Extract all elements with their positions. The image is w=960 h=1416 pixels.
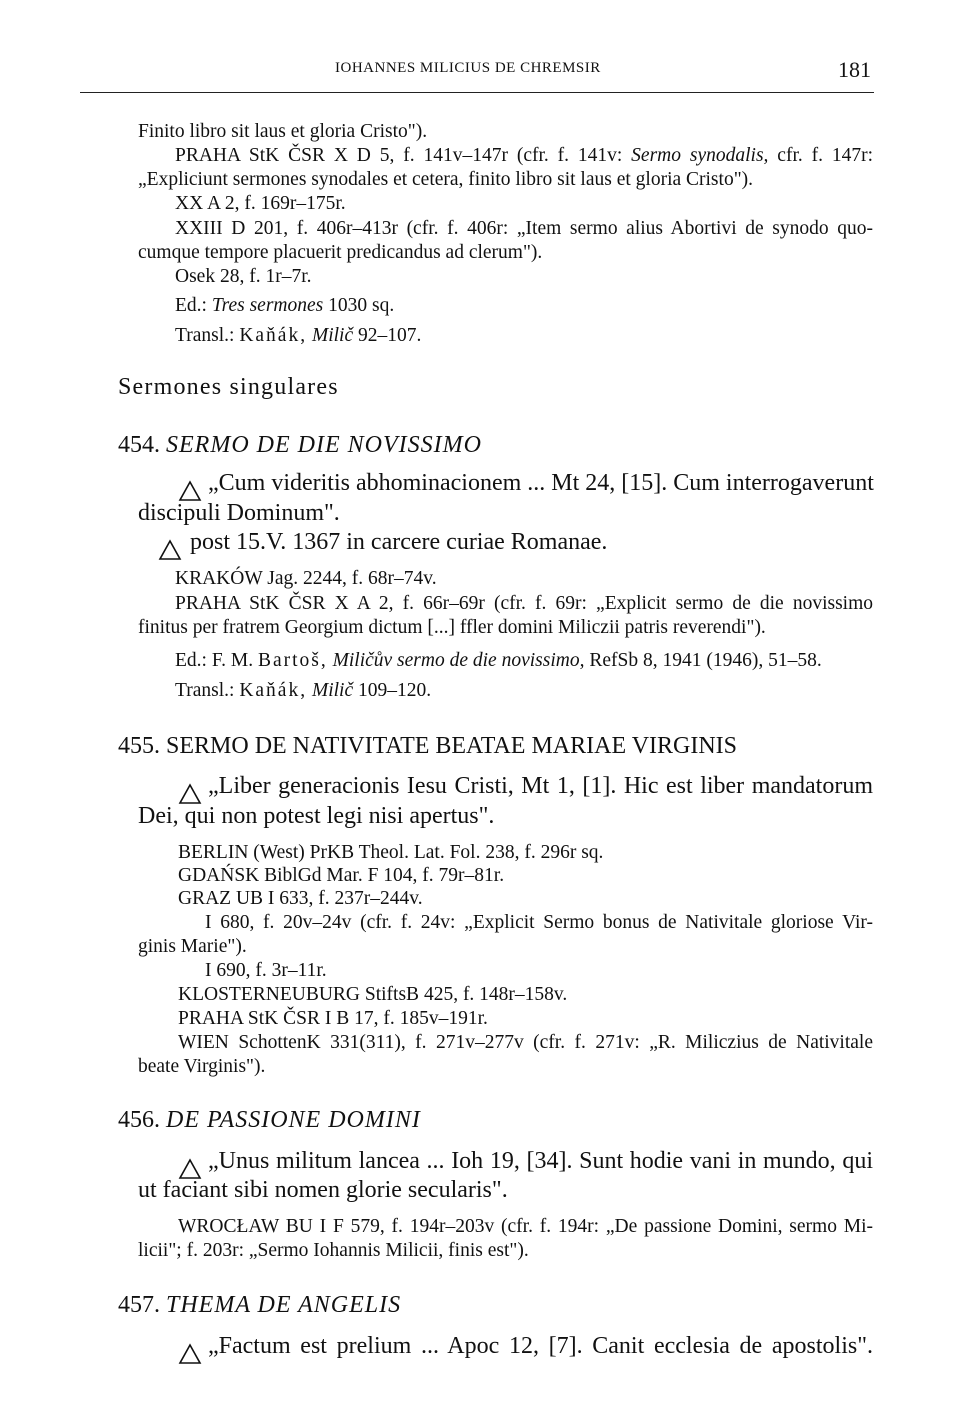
text-line: XX A 2, f. 169r–175r. <box>175 193 346 214</box>
text-line: PRAHA StK ČSR X D 5, f. 141v–147r (cfr. f. 141v: Sermo synodalis, cfr. f. 147r: <box>175 145 874 166</box>
incipit-line: ut faciant sibi nomen glorie secularis". <box>138 1177 508 1203</box>
section-heading: Sermones singulares <box>118 374 339 400</box>
text-line: cumque tempore placuerit predicandus ad clerum"). <box>138 242 543 263</box>
manuscript-line: GRAZ UB I 633, f. 237r–244v. <box>178 888 423 909</box>
translation-line: Transl.: Kaňák, Milič 92–107. <box>175 325 422 346</box>
date-line: post 15.V. 1367 in carcere curiae Romanae. <box>190 529 608 555</box>
text-line: „Expliciunt sermones synodales et cetera, finito libro sit laus et gloria Cristo"). <box>138 169 754 190</box>
manuscript-line: KLOSTERNEUBURG StiftsB 425, f. 148r–158v. <box>178 984 568 1005</box>
manuscript-line: WROCŁAW BU I F 579, f. 194r–203v (cfr. f. 194r: „De passione Domini, sermo Mi- <box>178 1216 873 1237</box>
manuscript-line: KRAKÓW Jag. 2244, f. 68r–74v. <box>175 568 437 589</box>
incipit-line: Dei, qui non potest legi nisi apertus". <box>138 803 495 829</box>
manuscript-line: beate Virginis"). <box>138 1056 266 1077</box>
triangle-icon <box>158 539 182 561</box>
manuscript-line: PRAHA StK ČSR I B 17, f. 185v–191r. <box>178 1008 488 1029</box>
incipit-line: „Liber generacionis Iesu Cristi, Mt 1, [1]. Hic est liber mandatorum <box>208 773 873 799</box>
manuscript-line: finitus per fratrem Georgium dictum [...] ffler domini Miliczii patris reverendi"). <box>138 617 766 638</box>
triangle-icon <box>178 1343 202 1365</box>
manuscript-line: GDAŃSK BiblGd Mar. F 104, f. 79r–81r. <box>178 865 505 886</box>
incipit-line: „Factum est prelium ... Apoc 12, [7]. Canit ecclesia de apostolis". <box>208 1333 873 1359</box>
entry-heading: 454. SERMO DE DIE NOVISSIMO <box>118 432 482 458</box>
incipit-line: discipuli Dominum". <box>138 500 340 526</box>
entry-heading: 455. SERMO DE NATIVITATE BEATAE MARIAE VIRGINIS <box>118 733 738 759</box>
incipit-line: „Unus militum lancea ... Ioh 19, [34]. Sunt hodie vani in mundo, qui <box>208 1148 873 1174</box>
entry-heading: 456. DE PASSIONE DOMINI <box>118 1107 421 1133</box>
manuscript-line: I 680, f. 20v–24v (cfr. f. 24v: „Explicit Sermo bonus de Nativitale gloriose Vir- <box>205 912 873 933</box>
manuscript-line: BERLIN (West) PrKB Theol. Lat. Fol. 238, f. 296r sq. <box>178 842 604 863</box>
manuscript-line: PRAHA StK ČSR X A 2, f. 66r–69r (cfr. f. 69r: „Explicit sermo de die novissimo <box>175 593 873 614</box>
header-rule <box>80 92 874 93</box>
text-line: Osek 28, f. 1r–7r. <box>175 266 312 287</box>
running-title: IOHANNES MILICIUS DE CHREMSIR <box>335 60 601 76</box>
manuscript-line: licii"; f. 203r: „Sermo Iohannis Milicii, finis est"). <box>138 1240 529 1261</box>
manuscript-line: I 690, f. 3r–11r. <box>205 960 327 981</box>
manuscript-line: WIEN SchottenK 331(311), f. 271v–277v (cfr. f. 271v: „R. Miliczius de Nativitale <box>178 1032 873 1053</box>
translation-line: Transl.: Kaňák, Milič 109–120. <box>175 680 432 701</box>
manuscript-line: ginis Marie"). <box>138 936 247 957</box>
incipit-line: „Cum videritis abhominacionem ... Mt 24, [15]. Cum interrogaverunt <box>208 470 874 496</box>
text-line: Finito libro sit laus et gloria Cristo"). <box>138 121 428 142</box>
entry-heading: 457. THEMA DE ANGELIS <box>118 1292 402 1318</box>
page-number: 181 <box>838 57 871 82</box>
edition-line: Ed.: F. M. Bartoš, Miličův sermo de die novissimo, RefSb 8, 1941 (1946), 51–58. <box>175 650 822 671</box>
edition-line: Ed.: Tres sermones 1030 sq. <box>175 295 395 316</box>
text-line: XXIII D 201, f. 406r–413r (cfr. f. 406r: „Item sermo alius Abortivi de synodo quo- <box>175 218 873 239</box>
